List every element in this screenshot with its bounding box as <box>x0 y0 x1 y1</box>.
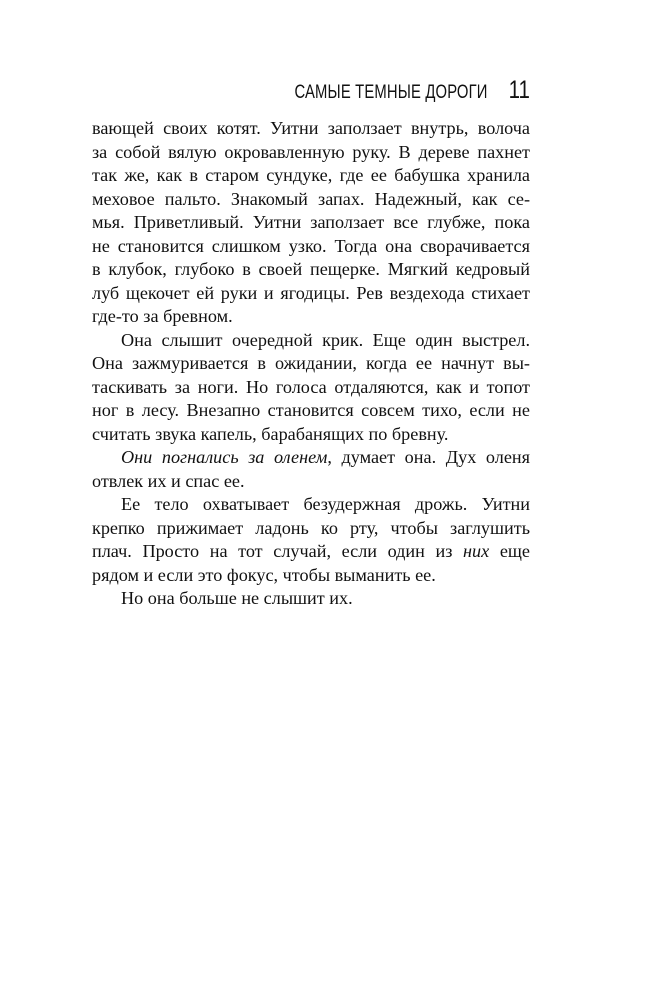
text-line: отвлек их и спас ее. <box>92 470 245 491</box>
text-fragment: еще <box>499 541 530 561</box>
text-fragment: плач. Просто на тот случай, если один из <box>92 541 453 561</box>
text-line: где-то за бревном. <box>92 306 233 326</box>
text-line: мья. Приветливый. Уитни заползает все глубже, пока <box>92 212 530 232</box>
text-line: за собой вялую окровавленную руку. В дереве пахнет <box>92 141 530 162</box>
book-title: САМЫЕ ТЕМНЫЕ ДОРОГИ <box>294 82 489 103</box>
paragraph <box>92 493 530 587</box>
text-line: Она слышит очередной крик. Еще один выстрел. <box>121 329 530 350</box>
text-line: крепко прижимает ладонь ко рту, чтобы заглушить <box>92 517 530 538</box>
text-line: так же, как в старом сундуке, где ее бабушка хранила <box>92 165 530 185</box>
running-header <box>92 76 530 106</box>
text-line: Но она больше не слышит их. <box>121 588 353 608</box>
text-line: меховое пальто. Знакомый запах. Надежный, как се- <box>92 188 530 209</box>
text-line <box>92 540 530 564</box>
italic-thought: Они погнались за оленем <box>121 447 328 467</box>
text-fragment: , думает она. Дух оленя <box>327 447 530 467</box>
italic-word: них <box>463 541 490 561</box>
text-line: таскивать за ноги. Но голоса отдаляются, как и топот <box>92 376 530 397</box>
page-number: 11 <box>508 76 530 104</box>
text-line: считать звука капель, барабанящих по бревну. <box>92 423 449 444</box>
paragraph <box>92 587 530 611</box>
paragraph <box>92 117 530 329</box>
text-line: Она зажмуривается в ожидании, когда ее начнут вы- <box>92 353 530 373</box>
text-line: рядом и если это фокус, чтобы выманить ее. <box>92 564 436 585</box>
text-line: Ее тело охватывает безудержная дрожь. Уитни <box>121 494 530 514</box>
text-line <box>92 446 530 470</box>
text-line: не становится слишком узко. Тогда она сворачивается <box>92 235 530 256</box>
text-line: луб щекочет ей руки и ягодицы. Рев вездехода стихает <box>92 282 530 303</box>
paragraph <box>92 446 530 493</box>
text-line: в клубок, глубоко в своей пещерке. Мягкий кедровый <box>92 259 530 279</box>
text-line: ног в лесу. Внезапно становится совсем тихо, если не <box>92 400 530 420</box>
body-text <box>92 117 530 611</box>
text-line: вающей своих котят. Уитни заползает внутрь, волоча <box>92 118 530 138</box>
paragraph <box>92 329 530 447</box>
